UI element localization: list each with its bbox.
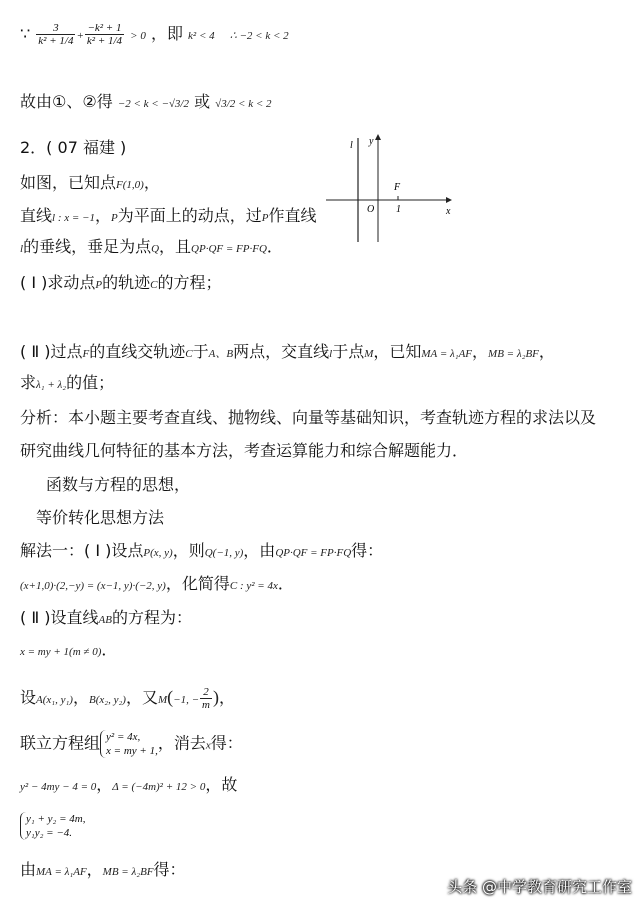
coordinate-figure (322, 130, 462, 250)
solution-line-1: 解法一：( Ⅰ )设点P(x, y)，则Q(−1, y)，由QP·QF = FP·FQ得： (20, 541, 384, 560)
analysis-line-3: 函数与方程的思想， (46, 475, 191, 494)
line-9: 求λ₁ + λ₂的值； (20, 373, 115, 392)
one-label: 1 (396, 204, 401, 215)
solution-line-8 (20, 812, 85, 840)
k-range: ∴ −2 < k < 2 (229, 30, 289, 42)
solution-line-4: x = my + 1(m ≠ 0)． (20, 640, 118, 659)
line-6: l的垂线，垂足为点Q，且QP·QF = FP·FQ． (20, 237, 283, 256)
x-arrow (446, 197, 452, 203)
or-text: 或 (194, 92, 211, 111)
line-2 (20, 92, 272, 114)
range-b: √3/2 < k < 2 (215, 98, 272, 110)
analysis-line-2: 研究曲线几何特征的基本方法，考查运算能力和综合解题能力． (20, 441, 469, 460)
solution-line-7: y² − 4my − 4 = 0，Δ = (−4m)² + 12 > 0，故 (20, 775, 238, 794)
solution-line-2: (x+1,0)·(2,−y) = (x−1, y)·(−2, y)，化简得C : y² = 4x． (20, 574, 294, 593)
because-symbol: ∵ (20, 24, 31, 43)
watermark: 头条 @中学教育研究工作室 (447, 878, 632, 896)
y-arrow (375, 134, 381, 140)
k-square-ineq: k² < 4 (188, 30, 215, 42)
analysis-line-1: 分析：本小题主要考查直线、抛物线、向量等基础知识，考查轨迹方程的求法以及 (20, 408, 597, 427)
trajectory-eq: C : y² = 4x (229, 580, 278, 592)
range-a: −2 < k < −√3/2 (117, 98, 189, 110)
equation-system-2: y₁ + y₂ = 4m, y₁y₂ = −4. (20, 812, 85, 840)
discriminant: Δ = (−4m)² + 12 > 0 (112, 781, 206, 793)
fraction-2: $\frac{\text{−k² + 1}}{\text{k² + 1/4}}$ (86, 22, 123, 47)
l-label: l (350, 140, 353, 151)
line-ab-eq: x = my + 1(m ≠ 0) (20, 646, 102, 658)
line-1: ∵ $\frac{3}{\text{k² + 1/4}}$ + $\frac{\text{−k² + 1}}{\text{k² + 1/4}}$ > 0 ，即 k² < 4 ∴ −2 < k < 2 (20, 22, 289, 47)
f-label: F (394, 182, 401, 193)
line-5: 直线l : x = −1，P为平面上的动点，过P作直线 (20, 206, 317, 225)
line-7: ( Ⅰ )求动点P的轨迹C的方程； (20, 273, 222, 292)
point-f: F(1,0) (116, 179, 144, 191)
line-4: 如图，已知点F(1,0)， (20, 173, 160, 192)
fraction-1: $\frac{3}{\text{k² + 1/4}}$ (38, 22, 74, 47)
solution-line-5: 设A(x₁, y₁)，B(x₂, y₂)，又M(−1, − $\frac{2}{m}$ )， (20, 686, 235, 711)
equation-system-1: y² = 4x, x = my + 1, (100, 730, 158, 758)
inequality: > 0 (130, 30, 146, 42)
y-label: y (369, 136, 374, 147)
line-8: ( Ⅱ )过点F的直线交轨迹C于A、B两点，交直线l于点M，已知MA = λ₁AF，MB = λ₂BF， (20, 342, 555, 361)
solution-line-9: 由MA = λ₁AF，MB = λ₂BF得： (20, 860, 186, 879)
solution-line-6: 联立方程组 y² = 4x, x = my + 1, ，消去x得： (20, 731, 243, 757)
ji-text: ，即 (150, 24, 183, 43)
line-l-eq: l : x = −1 (52, 212, 95, 224)
origin-label: O (367, 204, 375, 215)
vector-condition: QP·QF = FP·FQ (191, 243, 267, 255)
x-label: x (446, 206, 451, 217)
analysis-line-4: 等价转化思想方法 (36, 508, 165, 527)
problem-number: 2．( 07 福建 ) (20, 138, 127, 157)
solution-line-3: ( Ⅱ )设直线AB的方程为： (20, 608, 193, 627)
conclusion-text: 故由①、②得 (20, 92, 113, 111)
